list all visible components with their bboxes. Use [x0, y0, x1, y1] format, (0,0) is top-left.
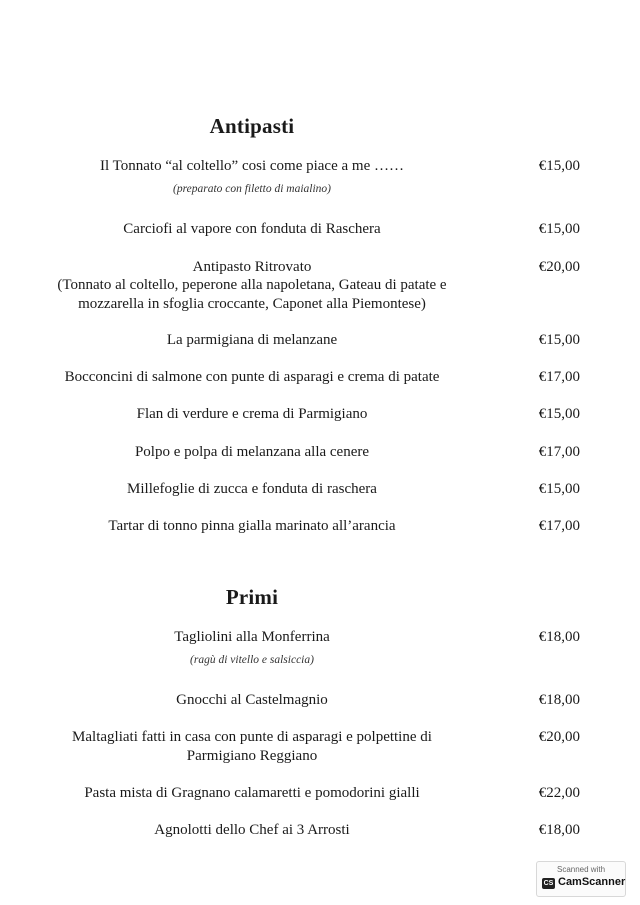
menu-item-name: Il Tonnato “al coltello” cosi come piace a me …… — [100, 158, 404, 174]
menu-item-price: €15,00 — [538, 221, 580, 237]
menu-item-name: Millefoglie di zucca e fonduta di raschera — [127, 481, 377, 497]
menu-item-price: €22,00 — [538, 785, 580, 801]
menu-item-name: Pasta mista di Gragnano calamaretti e pomodorini gialli — [84, 785, 420, 801]
menu-item-price: €20,00 — [538, 259, 580, 275]
menu-item-price: €20,00 — [538, 729, 580, 745]
menu-item-name: Gnocchi al Castelmagnio — [176, 692, 328, 708]
menu-item-price: €15,00 — [538, 332, 580, 348]
menu-item-name: Bocconcini di salmone con punte di asparagi e crema di patate — [64, 369, 440, 385]
section-title-primi: Primi — [225, 585, 279, 609]
menu-item-name: La parmigiana di melanzane — [166, 332, 338, 348]
menu-item-name: Flan di verdure e crema di Parmigiano — [136, 406, 368, 422]
menu-item-price: €18,00 — [538, 692, 580, 708]
menu-item-name: Antipasto Ritrovato — [192, 259, 312, 275]
menu-item-note: (ragù di vitello e salsiccia) — [190, 654, 314, 666]
menu-item-price: €17,00 — [538, 444, 580, 460]
section-title-antipasti: Antipasti — [209, 114, 295, 138]
menu-item-name: Polpo e polpa di melanzana alla cenere — [134, 444, 370, 460]
badge-caption: Scanned with — [556, 865, 606, 874]
menu-item-price: €15,00 — [538, 481, 580, 497]
menu-item-price: €18,00 — [538, 822, 580, 838]
menu-item-name: Maltagliati fatti in casa con punte di asparagi e polpettine di Parmigiano Reggiano — [72, 729, 432, 764]
menu-item-name: Tartar di tonno pinna gialla marinato all’arancia — [108, 518, 396, 534]
menu-item-name: Agnolotti dello Chef ai 3 Arrosti — [154, 822, 350, 838]
menu-item-name: Tagliolini alla Monferrina — [174, 629, 330, 645]
menu-item-price: €17,00 — [538, 369, 580, 385]
menu-item-note: (preparato con filetto di maialino) — [172, 183, 331, 195]
menu-item-price: €18,00 — [538, 629, 580, 645]
badge-brand-name: CamScanner — [558, 876, 626, 888]
menu-item-name: Carciofi al vapore con fonduta di Raschera — [123, 221, 381, 237]
camscanner-logo-icon: CS — [543, 880, 554, 887]
menu-item-description: (Tonnato al coltello, peperone alla napoletana, Gateau di patate e mozzarella in sfoglia croccante, Caponet alla Piemontese) — [57, 277, 447, 312]
menu-item-price: €15,00 — [538, 158, 580, 174]
menu-item-price: €15,00 — [538, 406, 580, 422]
menu-item-price: €17,00 — [538, 518, 580, 534]
camscanner-badge — [536, 861, 626, 897]
